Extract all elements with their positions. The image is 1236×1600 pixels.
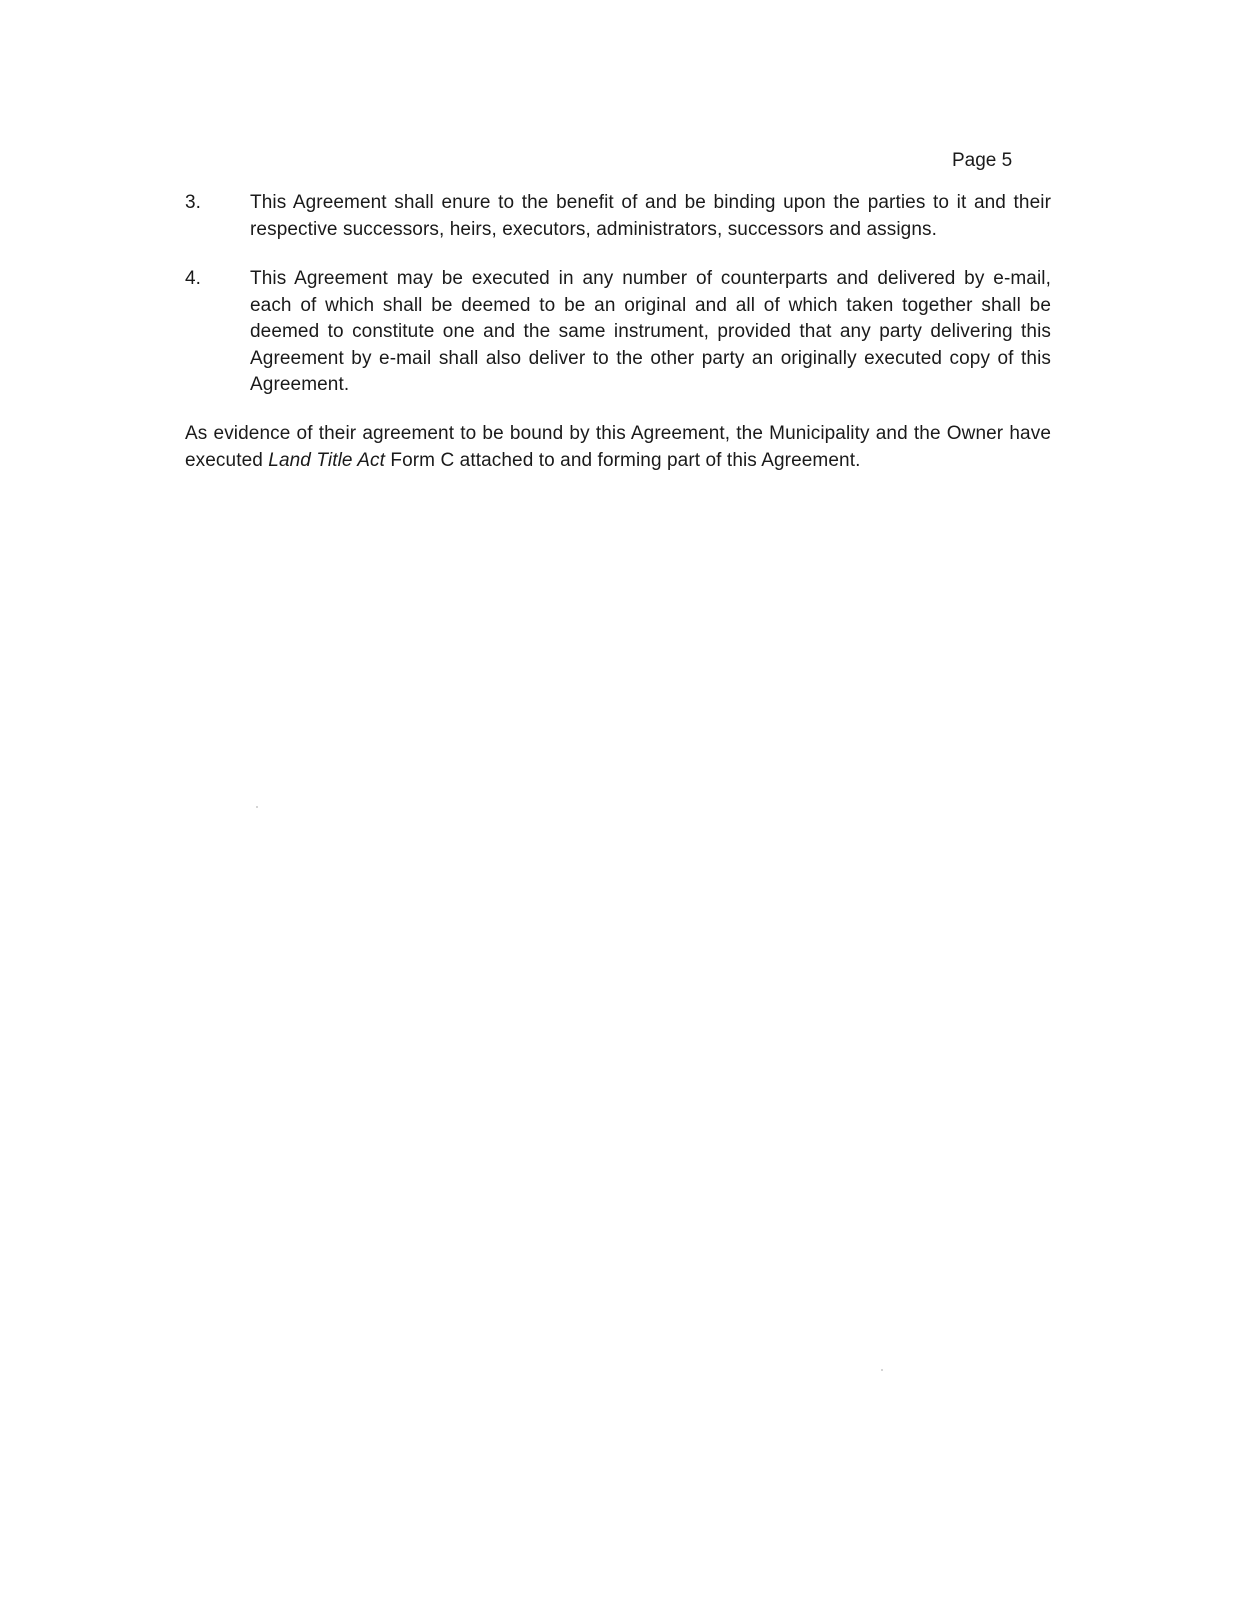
clause-text: This Agreement may be executed in any number of counterparts and delivered by e-mail, each of which shall be deemed to be an original and all of which taken together shall be deemed to constitute one and the same instrument, provided that any party delivering this Agreement by e-mail shall also deliver to the other party an originally executed copy of this Agreement. — [250, 268, 1051, 395]
scan-speck — [256, 806, 258, 808]
scan-speck — [881, 1369, 883, 1371]
act-title: Land Title Act — [268, 450, 385, 471]
clause-text: This Agreement shall enure to the benefit of and be binding upon the parties to it and their respective successors, heirs, executors, administrators, successors and assigns. — [250, 192, 1051, 240]
closing-text-end: Form C attached to and forming part of this Agreement. — [385, 450, 861, 471]
closing-text-start: As evidence of their agreement to be bound by this Agreement, the Municipality and the Owner have executed — [185, 423, 1051, 471]
closing-paragraph — [185, 420, 1051, 474]
page-number: Page 5 — [952, 150, 1013, 171]
clause-number: 4. — [185, 268, 201, 289]
clause-number: 3. — [185, 192, 201, 213]
